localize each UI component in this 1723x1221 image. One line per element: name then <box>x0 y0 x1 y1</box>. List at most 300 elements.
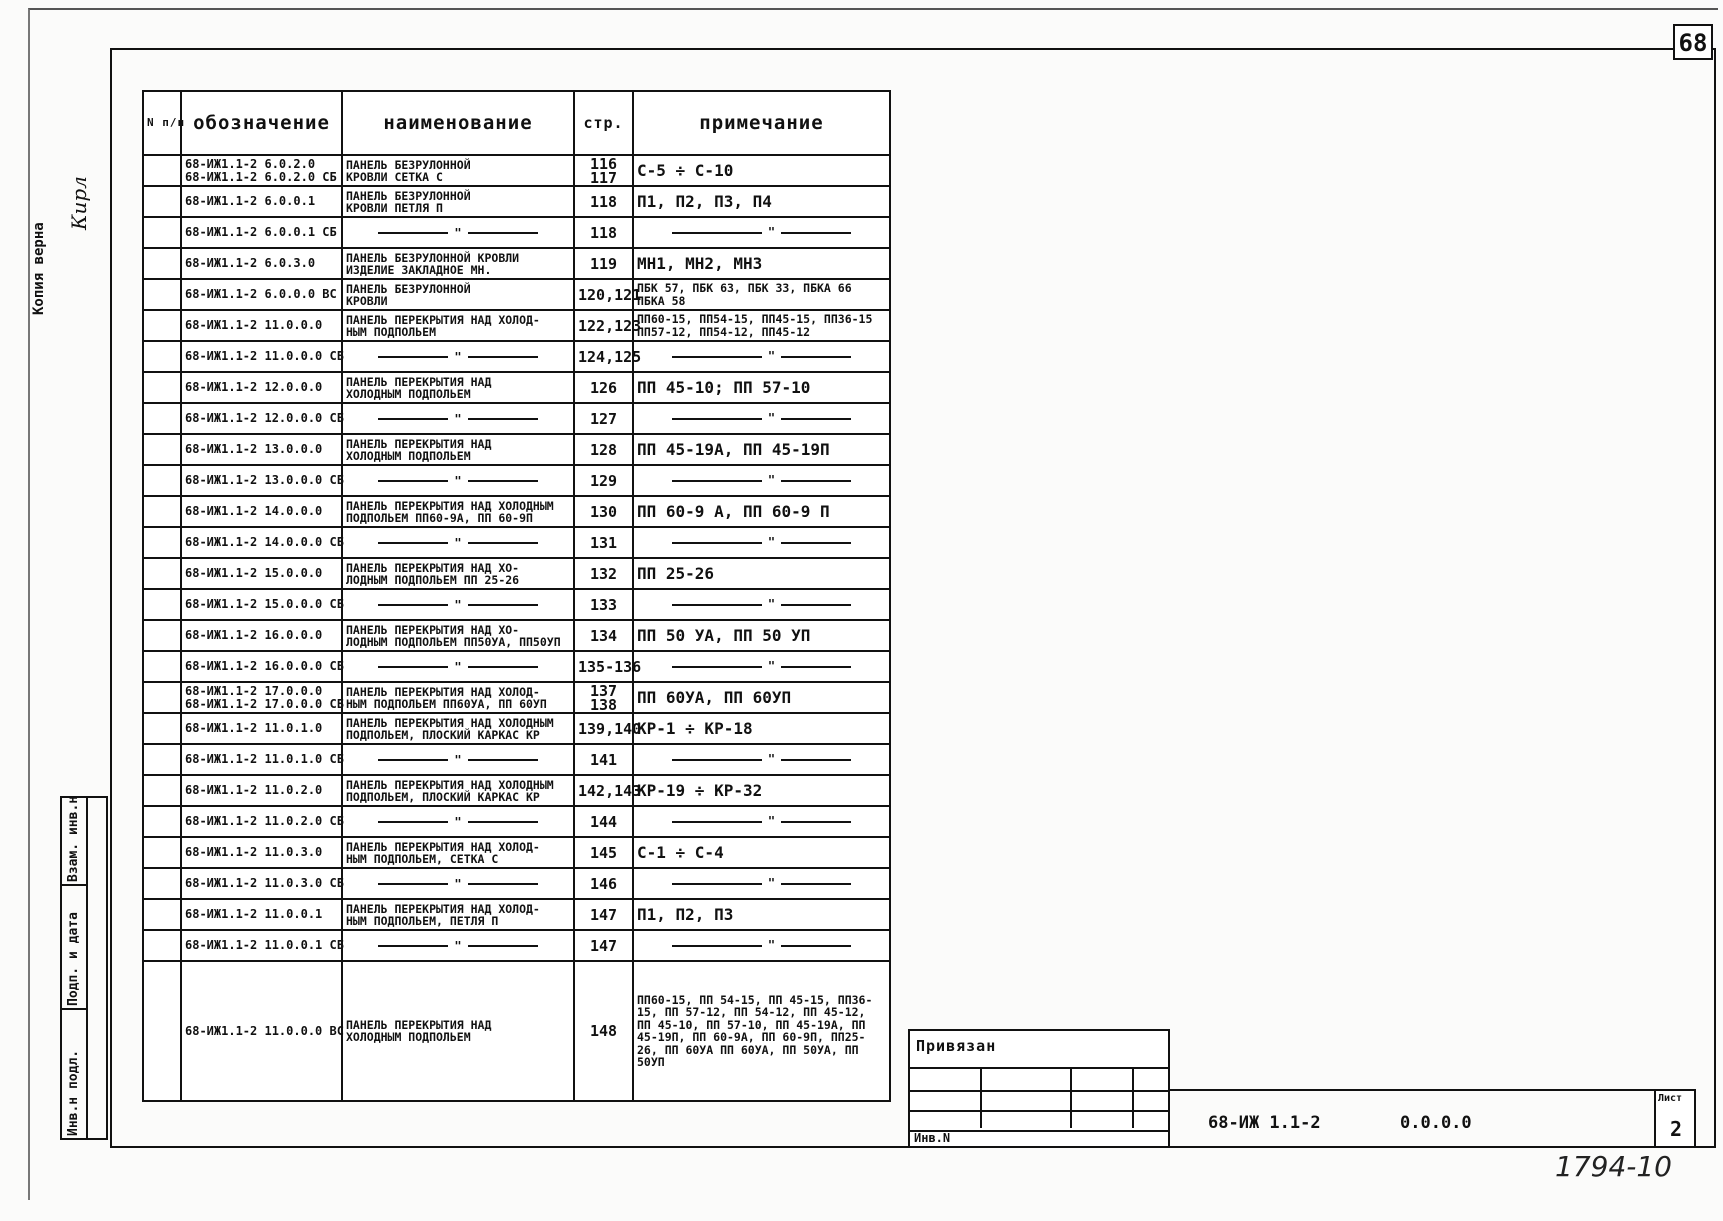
ditto-mark: " <box>454 876 462 891</box>
table-row <box>143 775 890 806</box>
row-page <box>574 434 633 465</box>
row-name-line: ПАНЕЛЬ ПЕРЕКРЫТИЯ НАД <box>346 1018 492 1032</box>
row-name <box>342 403 574 434</box>
document-code: 68-ИЖ 1.1-2 <box>1208 1113 1321 1133</box>
ditto-mark: " <box>454 597 462 612</box>
row-note <box>633 341 890 372</box>
row-number <box>143 155 181 186</box>
row-designation <box>181 744 342 775</box>
ditto-mark: " <box>767 597 776 611</box>
row-page-line: 122,123 <box>578 316 642 335</box>
row-designation <box>181 930 342 961</box>
ditto-dash <box>346 940 570 952</box>
row-page-line: 132 <box>589 564 618 583</box>
binding-label: Привязан <box>916 1037 997 1055</box>
row-page <box>574 713 642 744</box>
table-row <box>143 558 890 589</box>
row-name <box>342 589 574 620</box>
row-page <box>574 651 642 682</box>
row-page <box>574 186 633 217</box>
row-page <box>574 620 633 651</box>
ditto-dash <box>346 227 570 239</box>
table-row <box>143 837 890 868</box>
row-designation <box>181 775 342 806</box>
row-name-line: ХОЛОДНЫМ ПОДПОЛЬЕМ <box>346 448 471 463</box>
row-name <box>342 434 574 465</box>
row-name-line: ПАНЕЛЬ БЕЗРУЛОННОЙ КРОВЛИ <box>346 250 520 265</box>
row-des-line: 68-ИЖ1.1-2 15.0.0.0 СБ <box>185 597 344 611</box>
row-name <box>342 775 574 806</box>
row-number <box>143 403 181 434</box>
row-designation <box>181 682 342 713</box>
row-des-line: 68-ИЖ1.1-2 12.0.0.0 СБ <box>185 411 344 425</box>
row-name-line: ПАНЕЛЬ ПЕРЕКРЫТИЯ НАД ХО- <box>346 622 520 637</box>
row-des-line: 68-ИЖ1.1-2 6.0.2.0 <box>185 156 316 171</box>
ditto-mark: " <box>767 659 776 673</box>
row-name <box>342 930 574 961</box>
row-des-line: 68-ИЖ1.1-2 11.0.0.0 <box>185 318 323 332</box>
row-number <box>143 434 181 465</box>
row-name <box>342 961 574 1101</box>
row-number <box>143 744 181 775</box>
ditto-mark: " <box>454 473 462 488</box>
row-note: ПП60-15, ПП 54-15, ПП 45-15, ПП36-15, ПП 57-12, ПП 54-12, ПП 45-12, ПП 45-10, ПП 57-10, ПП 45-19А, ПП 45-19П, ПП 60-9А, ПП 60-9П, ПП25-26, ПП 60УА ПП 60УА, ПП 50УА, ПП 50УП <box>633 961 890 1101</box>
ditto-mark: " <box>767 752 776 766</box>
row-number <box>143 682 181 713</box>
row-des-line: 68-ИЖ1.1-2 6.0.0.1 СБ <box>185 225 337 239</box>
table-row <box>143 651 890 682</box>
row-designation <box>181 155 342 186</box>
row-name-line: ПАНЕЛЬ ПЕРЕКРЫТИЯ НАД ХО- <box>346 560 520 575</box>
row-name-line: ПОДПОЛЬЕМ, ПЛОСКИЙ КАРКАС КР <box>346 789 540 804</box>
row-page-line: 116 <box>589 154 618 173</box>
ditto-mark: " <box>454 349 462 364</box>
row-number <box>143 279 181 310</box>
row-page <box>574 589 633 620</box>
row-name <box>342 217 574 248</box>
binding-col <box>1070 1067 1072 1128</box>
row-note <box>633 930 890 961</box>
row-number <box>143 527 181 558</box>
row-des-line: 68-ИЖ1.1-2 11.0.0.0 СБ <box>185 349 344 363</box>
sheet-value: 2 <box>1670 1117 1683 1141</box>
table-row <box>143 527 890 558</box>
row-name-line: ХОЛОДНЫМ ПОДПОЛЬЕМ <box>346 1030 471 1044</box>
binding-col <box>1132 1067 1134 1128</box>
row-designation <box>181 806 342 837</box>
row-page-line: 134 <box>589 626 618 645</box>
row-designation <box>181 186 342 217</box>
ditto-dash <box>637 752 886 767</box>
row-page <box>574 961 633 1101</box>
row-note: МН1, МН2, МН3 <box>633 248 890 279</box>
table-row <box>143 465 890 496</box>
binding-col <box>980 1067 982 1128</box>
row-name-line: ПАНЕЛЬ БЕЗРУЛОННОЙ <box>346 157 471 172</box>
ditto-dash <box>346 413 570 425</box>
row-page <box>574 868 633 899</box>
row-page <box>574 837 633 868</box>
row-des-line: 68-ИЖ1.1-2 11.0.0.1 <box>185 907 323 921</box>
row-page <box>574 341 642 372</box>
row-number <box>143 930 181 961</box>
copy-stamp-text: Копия верна <box>31 222 47 315</box>
row-des-line: 68-ИЖ1.1-2 16.0.0.0 <box>185 628 323 642</box>
row-name-line: НЫМ ПОДПОЛЬЕМ, ПЕТЛЯ П <box>346 913 499 928</box>
document-code-block <box>1170 1089 1654 1150</box>
row-designation <box>181 527 342 558</box>
ditto-dash <box>346 351 570 363</box>
row-page-line: 145 <box>589 843 618 862</box>
row-designation <box>181 496 342 527</box>
row-page <box>574 372 633 403</box>
row-note <box>633 589 890 620</box>
header-n: N п/п <box>143 91 181 155</box>
row-name-line: КРОВЛИ <box>346 293 388 308</box>
row-number <box>143 248 181 279</box>
row-name-line: КРОВЛИ СЕТКА С <box>346 169 443 184</box>
row-page-line: 127 <box>589 409 618 428</box>
row-page <box>574 310 642 341</box>
row-page <box>574 155 633 186</box>
header-page: стр. <box>574 91 633 155</box>
table-row <box>143 899 890 930</box>
strip-label-inv-podl: Инв.н подл. <box>66 1049 81 1136</box>
ditto-mark: " <box>767 473 776 487</box>
row-des-line: 68-ИЖ1.1-2 6.0.0.0 ВС <box>185 287 337 301</box>
row-name-line: ПОДПОЛЬЕМ, ПЛОСКИЙ КАРКАС КР <box>346 727 540 742</box>
signature: Кирл <box>67 176 91 230</box>
row-page <box>574 465 633 496</box>
ditto-dash <box>637 938 886 953</box>
binding-line <box>910 1067 1168 1069</box>
ditto-mark: " <box>454 938 462 953</box>
row-name-line: ЛОДНЫМ ПОДПОЛЬЕМ ПП50УА, ПП50УП <box>346 634 561 649</box>
ditto-dash <box>346 537 570 549</box>
row-des-line: 68-ИЖ1.1-2 17.0.0.0 <box>185 683 323 698</box>
row-designation <box>181 279 342 310</box>
row-note: ПП 25-26 <box>633 558 890 589</box>
row-page-line: 118 <box>589 223 618 242</box>
row-number <box>143 217 181 248</box>
row-page <box>574 930 633 961</box>
row-des-line: 68-ИЖ1.1-2 13.0.0.0 СБ <box>185 473 344 487</box>
row-note <box>633 403 890 434</box>
row-name-line: ПАНЕЛЬ ПЕРЕКРЫТИЯ НАД ХОЛОДНЫМ <box>346 715 554 730</box>
row-des-line: 68-ИЖ1.1-2 14.0.0.0 <box>185 504 323 518</box>
row-des-line: 68-ИЖ1.1-2 11.0.1.0 СБ <box>185 752 344 766</box>
row-designation <box>181 899 342 930</box>
row-des-line: 68-ИЖ1.1-2 14.0.0.0 СБ <box>185 535 344 549</box>
ditto-dash <box>346 475 570 487</box>
row-name <box>342 682 574 713</box>
row-name-line: ПАНЕЛЬ ПЕРЕКРЫТИЯ НАД ХОЛОД- <box>346 901 540 916</box>
row-des-line: 68-ИЖ1.1-2 6.0.3.0 <box>185 256 316 270</box>
row-name <box>342 310 574 341</box>
binding-line <box>910 1090 1168 1092</box>
row-name-line: ПАНЕЛЬ ПЕРЕКРЫТИЯ НАД ХОЛОД- <box>346 839 540 854</box>
ditto-mark: " <box>454 225 462 240</box>
row-name-line: ПАНЕЛЬ БЕЗРУЛОННОЙ <box>346 281 471 296</box>
row-page-line: 135-136 <box>578 657 642 676</box>
row-page-line: 138 <box>589 695 618 714</box>
row-number <box>143 775 181 806</box>
row-note: ПП 45-19А, ПП 45-19П <box>633 434 890 465</box>
row-note <box>633 868 890 899</box>
row-page <box>574 806 633 837</box>
row-name <box>342 155 574 186</box>
row-page <box>574 558 633 589</box>
row-page-line: 141 <box>589 750 618 769</box>
ditto-mark: " <box>454 411 462 426</box>
row-designation <box>181 713 342 744</box>
ditto-mark: " <box>454 814 462 829</box>
row-name-line: КРОВЛИ ПЕТЛЯ П <box>346 200 443 215</box>
left-approval-strip <box>60 796 108 1140</box>
ditto-mark: " <box>454 752 462 767</box>
ditto-mark: " <box>767 225 776 239</box>
row-page <box>574 899 633 930</box>
ditto-dash <box>637 876 886 891</box>
row-designation <box>181 248 342 279</box>
row-note: КР-1 ÷ КР-18 <box>633 713 890 744</box>
row-page <box>574 217 633 248</box>
table-row <box>143 341 890 372</box>
inv-label: Инв.N <box>914 1131 951 1145</box>
table-row <box>143 248 890 279</box>
row-note <box>633 465 890 496</box>
row-number <box>143 620 181 651</box>
row-page-line: 146 <box>589 874 618 893</box>
row-name <box>342 527 574 558</box>
table-row <box>143 496 890 527</box>
header-note: примечание <box>633 91 890 155</box>
row-number <box>143 465 181 496</box>
row-designation <box>181 651 342 682</box>
row-page-line: 142,143 <box>578 781 642 800</box>
row-name-line: ПАНЕЛЬ ПЕРЕКРЫТИЯ НАД <box>346 374 492 389</box>
strip-label-sign-date: Подп. и дата <box>66 912 81 1006</box>
row-name <box>342 372 574 403</box>
sheet-box <box>1654 1089 1696 1148</box>
row-designation <box>181 217 342 248</box>
row-des-line: 68-ИЖ1.1-2 13.0.0.0 <box>185 442 323 456</box>
table-row <box>143 806 890 837</box>
table-row <box>143 713 890 744</box>
row-number <box>143 899 181 930</box>
row-number <box>143 961 181 1101</box>
row-note <box>633 651 890 682</box>
row-note: ПП 45-10; ПП 57-10 <box>633 372 890 403</box>
row-number <box>143 713 181 744</box>
row-designation <box>181 465 342 496</box>
row-number <box>143 868 181 899</box>
row-name-line: ЛОДНЫМ ПОДПОЛЬЕМ ПП 25-26 <box>346 572 520 587</box>
ditto-mark: " <box>767 411 776 425</box>
row-name-line: ИЗДЕЛИЕ ЗАКЛАДНОЕ МН. <box>346 262 492 277</box>
row-number <box>143 341 181 372</box>
row-name-line: НЫМ ПОДПОЛЬЕМ <box>346 324 437 339</box>
handwritten-number: 1794-10 <box>1555 1150 1672 1183</box>
row-name <box>342 744 574 775</box>
table-row <box>143 744 890 775</box>
row-number <box>143 837 181 868</box>
table-header-row <box>143 91 890 155</box>
row-note <box>633 806 890 837</box>
row-number <box>143 558 181 589</box>
row-des-line: 68-ИЖ1.1-2 11.0.2.0 <box>185 783 323 797</box>
row-name <box>342 186 574 217</box>
row-number <box>143 186 181 217</box>
row-page <box>574 744 633 775</box>
row-name <box>342 806 574 837</box>
table-row <box>143 279 890 310</box>
binding-line <box>910 1110 1168 1112</box>
row-name-line: ПАНЕЛЬ ПЕРЕКРЫТИЯ НАД ХОЛОД- <box>346 312 540 327</box>
document-number: 0.0.0.0 <box>1400 1113 1472 1133</box>
table-row <box>143 155 890 186</box>
row-page-line: 137 <box>589 681 618 700</box>
row-number <box>143 806 181 837</box>
row-page <box>574 527 633 558</box>
row-page <box>574 496 633 527</box>
table-row <box>143 434 890 465</box>
row-page-line: 148 <box>589 1022 618 1040</box>
row-name <box>342 279 574 310</box>
table-row <box>143 589 890 620</box>
table-row <box>143 930 890 961</box>
row-note: П1, П2, П3 <box>633 899 890 930</box>
row-page-line: 119 <box>589 254 618 273</box>
row-des-line: 68-ИЖ1.1-2 16.0.0.0 СБ <box>185 659 344 673</box>
ditto-dash <box>637 473 886 488</box>
row-name <box>342 248 574 279</box>
row-page-line: 117 <box>589 168 618 187</box>
row-name-line: ПОДПОЛЬЕМ ПП60-9А, ПП 60-9П <box>346 510 533 525</box>
row-note: ПБК 57, ПБК 63, ПБК 33, ПБКА 66 ПБКА 58 <box>633 279 890 310</box>
row-page-line: 120,121 <box>578 285 642 304</box>
row-page-line: 139,140 <box>578 719 642 738</box>
row-des-line: 68-ИЖ1.1-2 11.0.0.0 ВС <box>185 1023 344 1038</box>
row-page <box>574 248 633 279</box>
row-name <box>342 868 574 899</box>
row-name-line: ПАНЕЛЬ БЕЗРУЛОННОЙ <box>346 188 471 203</box>
row-note: ПП 50 УА, ПП 50 УП <box>633 620 890 651</box>
row-name-line: ПАНЕЛЬ ПЕРЕКРЫТИЯ НАД ХОЛОДНЫМ <box>346 777 554 792</box>
row-des-line: 68-ИЖ1.1-2 15.0.0.0 <box>185 566 323 580</box>
ditto-dash <box>637 659 886 674</box>
table-row <box>143 868 890 899</box>
table-row <box>143 372 890 403</box>
row-name-line: ПАНЕЛЬ ПЕРЕКРЫТИЯ НАД ХОЛОД- <box>346 684 540 699</box>
row-designation <box>181 961 342 1101</box>
table-row <box>143 682 890 713</box>
row-designation <box>181 403 342 434</box>
row-name <box>342 620 574 651</box>
strip-divider <box>86 798 88 1138</box>
row-note: С-1 ÷ С-4 <box>633 837 890 868</box>
row-page-line: 118 <box>589 192 618 211</box>
row-name <box>342 558 574 589</box>
row-designation <box>181 868 342 899</box>
table-row <box>143 620 890 651</box>
row-page-line: 124,125 <box>578 347 642 366</box>
row-number <box>143 372 181 403</box>
row-page-line: 128 <box>589 440 618 459</box>
row-name <box>342 837 574 868</box>
row-designation <box>181 589 342 620</box>
row-name <box>342 713 574 744</box>
sheet-number: 68 <box>1673 24 1713 60</box>
row-name <box>342 341 574 372</box>
row-designation <box>181 372 342 403</box>
row-name <box>342 496 574 527</box>
ditto-dash <box>637 225 886 240</box>
row-note <box>633 744 890 775</box>
header-designation: обозначение <box>181 91 342 155</box>
row-page-line: 126 <box>589 378 618 397</box>
ditto-mark: " <box>767 535 776 549</box>
row-name-line: ПАНЕЛЬ ПЕРЕКРЫТИЯ НАД ХОЛОДНЫМ <box>346 498 554 513</box>
row-note: ПП 60УА, ПП 60УП <box>633 682 890 713</box>
ditto-dash <box>346 754 570 766</box>
row-note <box>633 527 890 558</box>
row-page <box>574 403 633 434</box>
row-page-line: 131 <box>589 533 618 552</box>
row-note: ПП 60-9 А, ПП 60-9 П <box>633 496 890 527</box>
ditto-dash <box>637 597 886 612</box>
specification-table <box>142 90 891 1102</box>
row-note <box>633 217 890 248</box>
row-des-line: 68-ИЖ1.1-2 11.0.1.0 <box>185 721 323 735</box>
ditto-dash <box>346 816 570 828</box>
row-des-line: 68-ИЖ1.1-2 11.0.3.0 <box>185 845 323 859</box>
row-number <box>143 310 181 341</box>
row-name-line: ХОЛОДНЫМ ПОДПОЛЬЕМ <box>346 386 471 401</box>
row-note: ПП60-15, ПП54-15, ПП45-15, ПП36-15 ПП57-12, ПП54-12, ПП45-12 <box>633 310 890 341</box>
binding-block <box>908 1029 1170 1148</box>
row-note: П1, П2, П3, П4 <box>633 186 890 217</box>
row-designation <box>181 434 342 465</box>
row-page-line: 129 <box>589 471 618 490</box>
ditto-dash <box>637 814 886 829</box>
row-designation <box>181 341 342 372</box>
row-des-line: 68-ИЖ1.1-2 12.0.0.0 <box>185 380 323 394</box>
ditto-dash <box>346 878 570 890</box>
row-designation <box>181 837 342 868</box>
row-page <box>574 279 642 310</box>
row-note: С-5 ÷ С-10 <box>633 155 890 186</box>
ditto-mark: " <box>767 349 776 363</box>
row-name-line: НЫМ ПОДПОЛЬЕМ, СЕТКА С <box>346 851 499 866</box>
row-des-line: 68-ИЖ1.1-2 11.0.0.1 СБ <box>185 938 344 952</box>
ditto-dash <box>637 535 886 550</box>
row-page-line: 144 <box>589 812 618 831</box>
table-row <box>143 310 890 341</box>
table-row <box>143 961 890 1101</box>
ditto-mark: " <box>767 938 776 952</box>
row-des-line: 68-ИЖ1.1-2 17.0.0.0 СБ <box>185 696 344 711</box>
row-designation <box>181 558 342 589</box>
row-number <box>143 651 181 682</box>
row-name <box>342 651 574 682</box>
ditto-mark: " <box>767 876 776 890</box>
ditto-mark: " <box>454 535 462 550</box>
row-number <box>143 589 181 620</box>
row-des-line: 68-ИЖ1.1-2 6.0.2.0 СБ <box>185 169 337 184</box>
table-row <box>143 217 890 248</box>
row-page-line: 147 <box>589 936 618 955</box>
